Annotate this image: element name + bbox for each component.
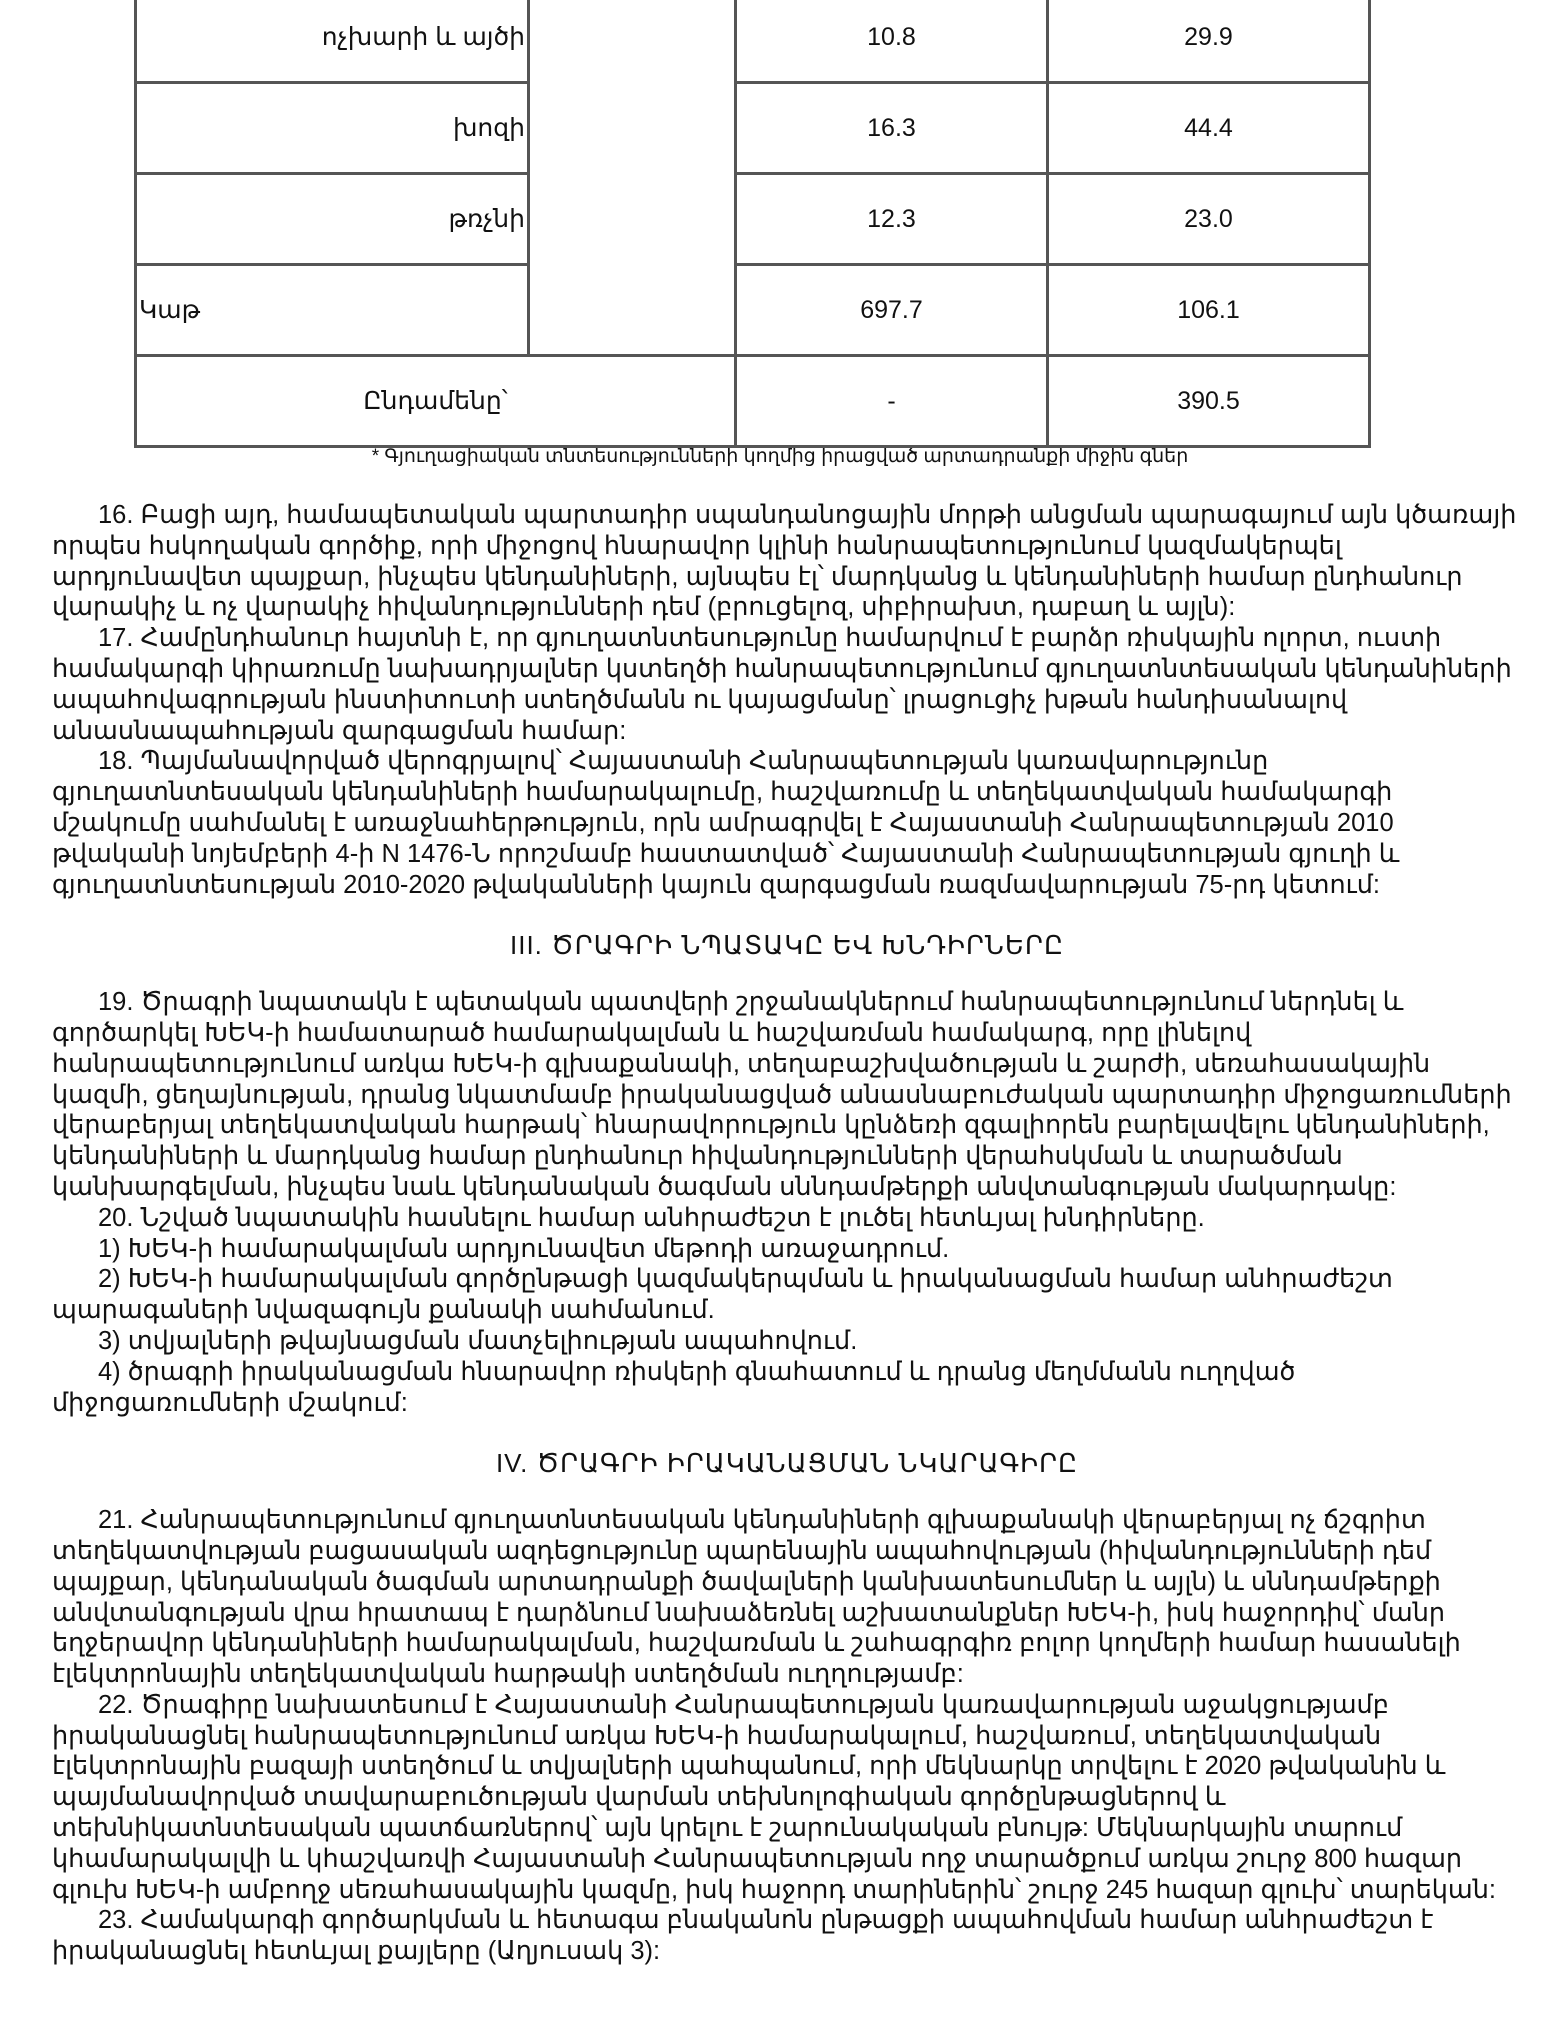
paragraph-17: 17. Համընդհանուր հայտնի է, որ գյուղատնտեսությունը համարվում է բարձր ռիսկային ոլորտ, ուստի համակարգի կիրառումը նախադրյալներ կստեղծի հանրապետությունում գյուղատնտեսական կենդանիների ապահովագրության ինստիտուտի ստեղծմանն ու կայացմանը՝ լրացուցիչ խթան հանդիսանալով անասնապահության զարգացման համար: [52, 624, 1512, 745]
livestock-table [134, 0, 1371, 448]
paragraph-20: 20. Նշված նպատակին հասնելու համար անհրաժեշտ է լուծել հետևյալ խնդիրները. [98, 1203, 1205, 1232]
list-item: 2) ԽԵԿ-ի համարակալման գործընթացի կազմակերպման և իրականացման համար անհրաժեշտ պարագաների նվազագույն քանակի սահմանում. [52, 1265, 1393, 1325]
empty-cell [529, 0, 736, 356]
total-label: Ընդամենը՝ [136, 356, 736, 447]
row-value-2: 106.1 [1048, 265, 1370, 356]
total-value-2: 390.5 [1048, 356, 1370, 447]
list-item: 1) ԽԵԿ-ի համարակալման արդյունավետ մեթոդի առաջադրում. [98, 1234, 950, 1263]
section-heading-4: IV. ԾՐԱԳՐԻ ԻՐԱԿԱՆԱՑՄԱՆ ՆԿԱՐԱԳԻՐԸ [495, 1448, 1079, 1479]
table-row [136, 174, 1370, 265]
paragraph-22: 22. Ծրագիրը նախատեսում է Հայաստանի Հանրապետության կառավարության աջակցությամբ իրականացնել հանրապետությունում առկա ԽԵԿ-ի համարակալում, հաշվառում, տեղեկատվական էլեկտրոնային բազայի ստեղծում և տվյալների պահպանում, որի մեկնարկը տրվելու է 2020 թվականին և պայմանավորված տավարաբուծության վարման տեխնոլոգիական գործընթացներով և տեխնիկատնտեսական պատճառներով՝ այն կրելու է շարունակական բնույթ: Մեկնարկային տարում կհամարակալվի և կհաշվառվի Հայաստանի Հանրապետության ողջ տարածքում առկա շուրջ 800 հազար գլուխ ԽԵԿ-ի ամբողջ սեռահասակային կազմը, իսկ հաջորդ տարիներին՝ շուրջ 245 հազար գլուխ՝ տարեկան: [52, 1690, 1496, 1904]
table-footnote: * Գյուղացիական տնտեսությունների կողմից իրացված արտադրանքի միջին գներ [371, 446, 1189, 467]
table-row-total [136, 356, 1370, 447]
total-value-1: - [736, 356, 1048, 447]
paragraph-16: 16. Բացի այդ, համապետական պարտադիր սպանդանոցային մորթի անցման պարագայում այն կծառայի որպես հսկողական գործիք, որի միջոցով հնարավոր կլինի հանրապետությունում կազմակերպել արդյունավետ պայքար, ինչպես կենդանիների, այնպես էլ՝ մարդկանց և կենդանիների համար ընդհանուր վարակիչ և ոչ վարակիչ հիվանդությունների դեմ (բրուցելոզ, սիբիրախտ, դաբաղ և այլն): [52, 501, 1517, 622]
paragraph-23: 23. Համակարգի գործարկման և հետագա բնականոն ընթացքի ապահովման համար անհրաժեշտ է իրականացնել հետևյալ քայլերը (Աղյուսակ 3): [52, 1906, 1434, 1966]
paragraph-21: 21. Հանրապետությունում գյուղատնտեսական կենդանիների գլխաքանակի վերաբերյալ ոչ ճշգրիտ տեղեկատվության բացասական ազդեցությունը պարենային ապահովության (հիվանդությունների դեմ պայքար, կենդանական ծագման արտադրանքի ծավալների կանխատեսումներ և այլն) և սննդամթերքի անվտանգության վրա հրատապ է դարձնում նախաձեռնել աշխատանքներ ԽԵԿ-ի, իսկ հաջորդիվ՝ մանր եղջերավոր կենդանիների համարակալման, հաշվառման և շահագրգիռ բոլոր կողմերի համար հասանելի էլեկտրոնային տեղեկատվական հարթակի ստեղծման ուղղությամբ: [52, 1506, 1461, 1689]
row-label: Կաթ [136, 265, 529, 356]
table-row [136, 0, 1370, 83]
row-value-1: 697.7 [736, 265, 1048, 356]
row-label: խոզի [136, 83, 529, 174]
paragraph-19: 19. Ծրագրի նպատակն է պետական պատվերի շրջանակներում հանրապետությունում ներդնել և գործարկել ԽԵԿ-ի համատարած համարակալման և հաշվառման համակարգ, որը լինելով հանրապետությունում առկա ԽԵԿ-ի գլխաքանակի, տեղաբաշխվածության և շարժի, սեռահասակային կազմի, ցեղայնության, դրանց նկատմամբ իրականացված անասնաբուժական պարտադիր միջոցառումների վերաբերյալ տեղեկատվական հարթակ՝ հնարավորություն կընձեռի զգալիորեն բարելավելու կենդանիների, կենդանիների և մարդկանց համար ընդհանուր հիվանդությունների վերահսկման և տարածման կանխարգելման, ինչպես նաև կենդանական ծագման սննդամթերքի անվտանգության մակարդակը: [52, 988, 1512, 1201]
row-label: թռչնի [136, 174, 529, 265]
row-value-2: 44.4 [1048, 83, 1370, 174]
row-value-1: 16.3 [736, 83, 1048, 174]
document-body [52, 500, 1522, 1967]
row-value-1: 10.8 [736, 0, 1048, 83]
list-item: 3) տվյալների թվայնացման մատչելիության ապահովում. [98, 1326, 858, 1355]
table-row [136, 83, 1370, 174]
section-heading-3: III. ԾՐԱԳՐԻ ՆՊԱՏԱԿԸ ԵՎ ԽՆԴԻՐՆԵՐԸ [510, 930, 1064, 961]
table-row [136, 265, 1370, 356]
row-value-2: 23.0 [1048, 174, 1370, 265]
paragraph-18: 18. Պայմանավորված վերոգրյալով՝ Հայաստանի Հանրապետության կառավարությունը գյուղատնտեսական կենդանիների համարակալումը, հաշվառումը և տեղեկատվական համակարգի մշակումը սահմանել է առաջնահերթություն, որն ամրագրվել է Հայաստանի Հանրապետության 2010 թվականի նոյեմբերի 4-ի N 1476-Ն որոշմամբ հաստատված՝ Հայաստանի Հանրապետության գյուղի և գյուղատնտեսության 2010-2020 թվականների կայուն զարգացման ռազմավարության 75-րդ կետում: [52, 747, 1400, 899]
list-item: 4) ծրագրի իրականացման հնարավոր ռիսկերի գնահատում և դրանց մեղմմանն ուղղված միջոցառումների մշակում: [52, 1357, 1296, 1417]
row-value-2: 29.9 [1048, 0, 1370, 83]
row-label: ոչխարի և այծի [136, 0, 529, 83]
row-value-1: 12.3 [736, 174, 1048, 265]
